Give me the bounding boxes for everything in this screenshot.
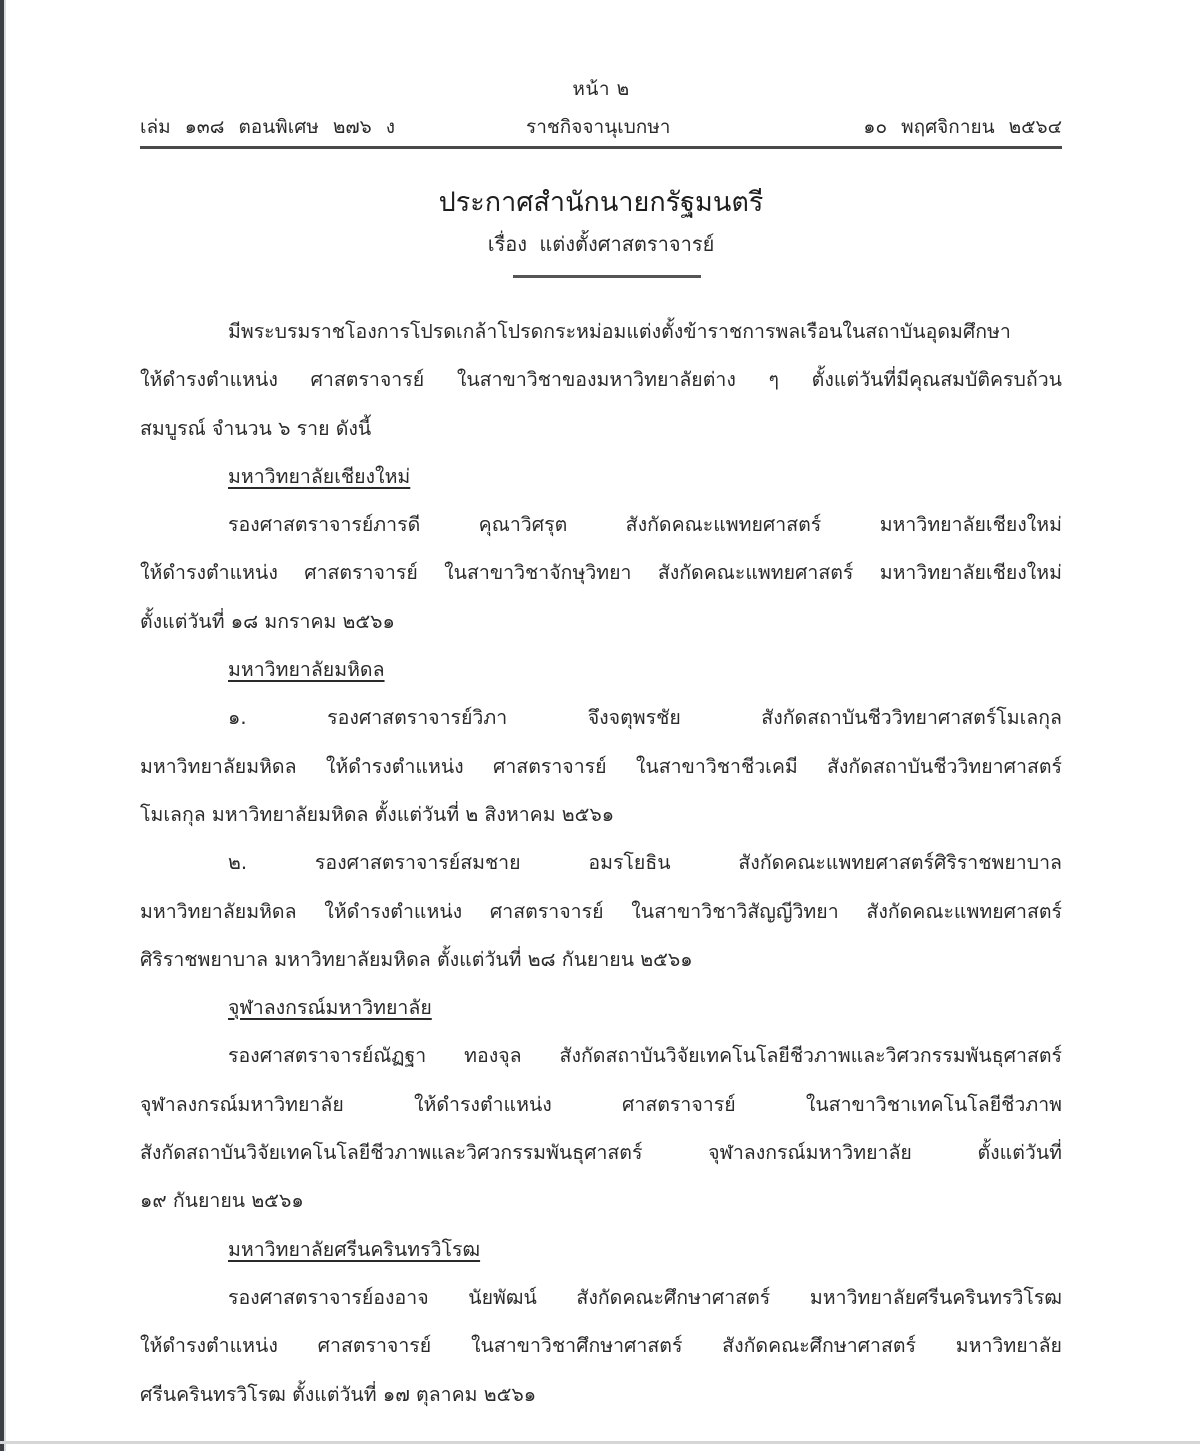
entry-line: ให้ดำรงตำแหน่ง ศาสตราจารย์ ในสาขาวิชาศึกษาศาสตร์ สังกัดคณะศึกษาศาสตร์ มหาวิทยาลัย: [140, 1334, 1062, 1358]
entry-line: รองศาสตราจารย์ภารดี คุณาวิศรุต สังกัดคณะแพทยศาสตร์ มหาวิทยาลัยเชียงใหม่: [228, 513, 1062, 537]
entry-line: ๑๙ กันยายน ๒๕๖๑: [140, 1189, 304, 1213]
document-body: [140, 308, 1062, 1419]
entry-line: ศรีนครินทรวิโรฒ ตั้งแต่วันที่ ๑๗ ตุลาคม ๒๕๖๑: [140, 1382, 537, 1406]
entry-line: จุฬาลงกรณ์มหาวิทยาลัย ให้ดำรงตำแหน่ง ศาสตราจารย์ ในสาขาวิชาเทคโนโลยีชีวภาพ: [140, 1092, 1062, 1116]
page-number: หน้า ๒: [572, 78, 630, 100]
gazette-date: ๑๐ พฤศจิกายน ๒๕๖๔: [863, 116, 1062, 138]
university-name: มหาวิทยาลัยศรีนครินทรวิโรฒ: [228, 1237, 481, 1261]
entry-line: ๒. รองศาสตราจารย์สมชาย อมรโยธิน สังกัดคณะแพทยศาสตร์ศิริราชพยาบาล: [228, 851, 1062, 875]
university-name: จุฬาลงกรณ์มหาวิทยาลัย: [228, 996, 432, 1020]
entry-line: สังกัดสถาบันวิจัยเทคโนโลยีชีวภาพและวิศวกรรมพันธุศาสตร์ จุฬาลงกรณ์มหาวิทยาลัย ตั้งแต่วันที่: [140, 1141, 1062, 1165]
entry-line: รองศาสตราจารย์องอาจ นัยพัฒน์ สังกัดคณะศึกษาศาสตร์ มหาวิทยาลัยศรีนครินทรวิโรฒ: [228, 1285, 1062, 1309]
document-title: ประกาศสำนักนายกรัฐมนตรี: [438, 187, 764, 218]
entry-line: ๑. รองศาสตราจารย์วิภา จึงจตุพรชัย สังกัดสถาบันชีววิทยาศาสตร์โมเลกุล: [228, 706, 1062, 730]
entry-line: มหาวิทยาลัยมหิดล ให้ดำรงตำแหน่ง ศาสตราจารย์ ในสาขาวิชาชีวเคมี สังกัดสถาบันชีววิทยาศาสตร์: [140, 754, 1062, 778]
entry-line: ตั้งแต่วันที่ ๑๘ มกราคม ๒๕๖๑: [140, 609, 395, 633]
gazette-publication: ราชกิจจานุเบกษา: [526, 116, 671, 138]
university-name: มหาวิทยาลัยมหิดล: [228, 658, 385, 682]
viewer-bottom-edge: [0, 1441, 1200, 1444]
intro-line: ให้ดำรงตำแหน่ง ศาสตราจารย์ ในสาขาวิชาของมหาวิทยาลัยต่าง ๆ ตั้งแต่วันที่มีคุณสมบัติครบถ้วน: [140, 368, 1062, 392]
section-heading: [140, 1226, 1062, 1274]
section-heading: [140, 646, 1062, 694]
gazette-volume: เล่ม ๑๓๘ ตอนพิเศษ ๒๗๖ ง: [140, 116, 396, 138]
section-heading: [140, 453, 1062, 501]
intro-line: มีพระบรมราชโองการโปรดเกล้าโปรดกระหม่อมแต่งตั้งข้าราชการพลเรือนในสถาบันอุดมศึกษา: [228, 320, 1011, 343]
entry-line: มหาวิทยาลัยมหิดล ให้ดำรงตำแหน่ง ศาสตราจารย์ ในสาขาวิชาวิสัญญีวิทยา สังกัดคณะแพทยศาสตร์: [140, 899, 1062, 923]
section-heading: [140, 984, 1062, 1032]
viewer-left-edge-highlight: [4, 0, 6, 1451]
intro-line: สมบูรณ์ จำนวน ๖ ราย ดังนี้: [140, 416, 372, 440]
title-divider: [513, 275, 701, 278]
entry-line: รองศาสตราจารย์ณัฏฐา ทองจุล สังกัดสถาบันวิจัยเทคโนโลยีชีวภาพและวิศวกรรมพันธุศาสตร์: [228, 1044, 1062, 1068]
header-rule: [140, 146, 1062, 149]
entry-line: โมเลกุล มหาวิทยาลัยมหิดล ตั้งแต่วันที่ ๒ สิงหาคม ๒๕๖๑: [140, 802, 615, 826]
university-name: มหาวิทยาลัยเชียงใหม่: [228, 464, 411, 488]
entry-line: ให้ดำรงตำแหน่ง ศาสตราจารย์ ในสาขาวิชาจักษุวิทยา สังกัดคณะแพทยศาสตร์ มหาวิทยาลัยเชียงใหม่: [140, 561, 1062, 585]
entry-line: ศิริราชพยาบาล มหาวิทยาลัยมหิดล ตั้งแต่วันที่ ๒๘ กันยายน ๒๕๖๑: [140, 947, 693, 971]
document-subject: เรื่อง แต่งตั้งศาสตราจารย์: [487, 232, 715, 256]
gazette-header: [140, 112, 1062, 142]
